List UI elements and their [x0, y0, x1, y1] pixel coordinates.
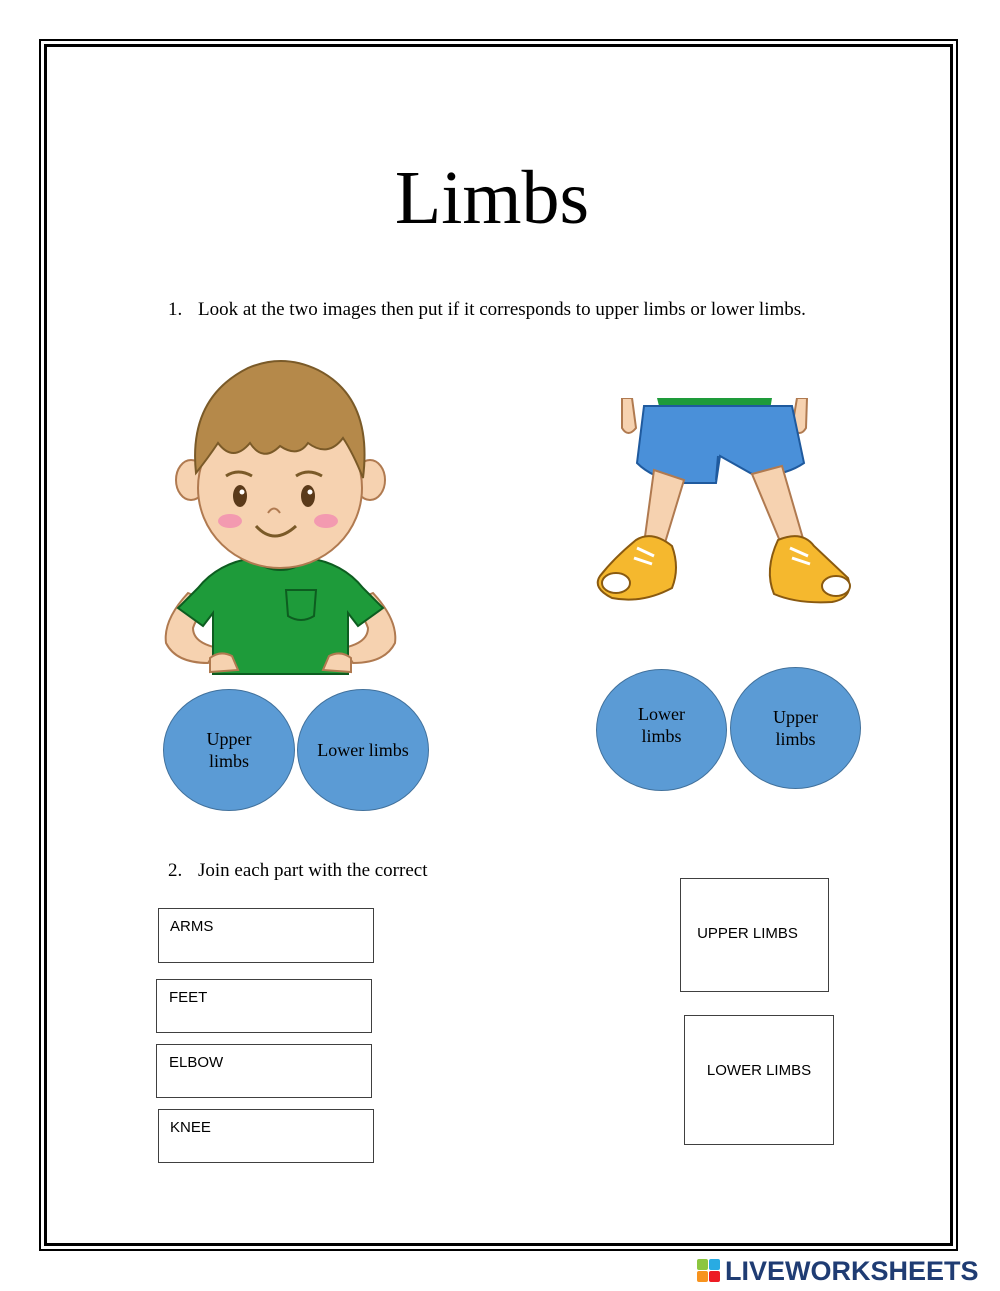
part-label: ELBOW: [169, 1054, 224, 1071]
target-label: LOWER LIMBS: [706, 1062, 812, 1079]
bubble-text-line1: Lower: [638, 704, 685, 724]
part-box-arms[interactable]: [158, 908, 374, 963]
part-label: KNEE: [170, 1119, 211, 1136]
right-option-lower-limbs[interactable]: [596, 669, 727, 791]
bubble-text-line2: limbs: [775, 729, 816, 749]
bubble-text-line1: Upper: [773, 707, 818, 727]
target-label: UPPER LIMBS: [697, 925, 798, 942]
part-box-feet[interactable]: [156, 979, 372, 1033]
question-1: [168, 298, 806, 322]
legs-lower-body-image: [592, 398, 854, 608]
part-box-elbow[interactable]: [156, 1044, 372, 1098]
question-1-number: 1.: [168, 299, 183, 320]
target-box-upper-limbs[interactable]: [680, 878, 829, 992]
question-2: [168, 859, 427, 883]
question-1-text: Look at the two images then put if it corresponds to upper limbs or lower limbs.: [198, 299, 806, 320]
bubble-text-line1: Lower limbs: [317, 740, 409, 760]
left-option-lower-limbs[interactable]: [297, 689, 429, 811]
bubble-text-line2: limbs: [641, 726, 682, 746]
boy-upper-body-image: [158, 358, 403, 676]
part-label: FEET: [169, 989, 208, 1006]
left-option-upper-limbs[interactable]: [163, 689, 295, 811]
part-box-knee[interactable]: [158, 1109, 374, 1163]
logo-icon: [697, 1259, 723, 1283]
brand-name: LIVEWORKSHEETS: [725, 1255, 979, 1286]
worksheet-title: Limbs: [394, 156, 590, 240]
bubble-text-line1: Upper: [206, 729, 252, 749]
bubble-text-line2: limbs: [208, 751, 249, 771]
question-2-number: 2.: [168, 860, 183, 881]
right-option-upper-limbs[interactable]: [730, 667, 861, 789]
liveworksheets-logo: [697, 1256, 979, 1286]
part-label: ARMS: [170, 918, 214, 935]
question-2-text: Join each part with the correct: [198, 860, 428, 881]
target-box-lower-limbs[interactable]: [684, 1015, 834, 1145]
